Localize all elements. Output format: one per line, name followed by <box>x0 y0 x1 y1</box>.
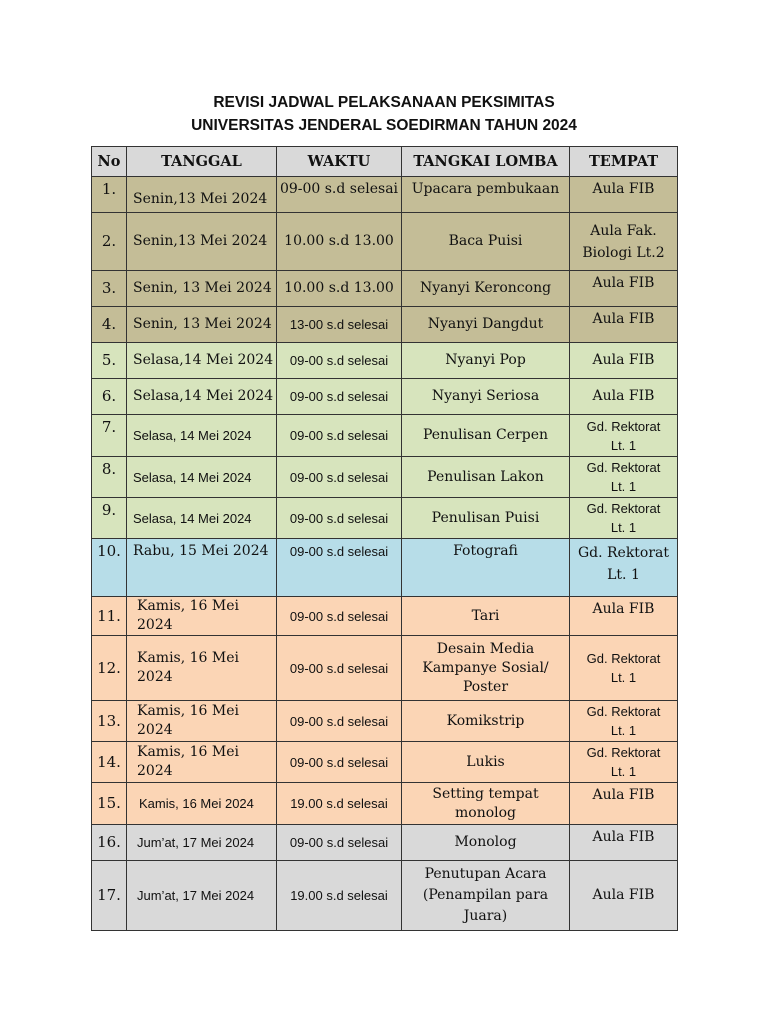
cell-tempat: Gd. Rektorat Lt. 1 <box>570 498 678 539</box>
cell-tempat: Gd. Rektorat Lt. 1 <box>570 636 678 701</box>
cell-tanggal: Kamis, 16 Mei 2024 <box>127 636 277 701</box>
cell-tempat: Aula FIB <box>570 307 678 343</box>
cell-no: 4. <box>92 307 127 343</box>
table-row <box>92 213 678 271</box>
table-row <box>92 271 678 307</box>
cell-lomba: Upacara pembukaan <box>402 177 570 213</box>
table-header-row <box>92 147 678 177</box>
cell-lomba: Nyanyi Pop <box>402 343 570 379</box>
table-row <box>92 783 678 825</box>
cell-tempat: Aula FIB <box>570 783 678 825</box>
column-header-tanggal: TANGGAL <box>127 147 277 177</box>
cell-tanggal: Senin, 13 Mei 2024 <box>127 307 277 343</box>
cell-tempat: Gd. Rektorat Lt. 1 <box>570 539 678 597</box>
cell-tanggal: Jum’at, 17 Mei 2024 <box>127 861 277 931</box>
cell-lomba: Setting tempat monolog <box>402 783 570 825</box>
cell-lomba: Nyanyi Dangdut <box>402 307 570 343</box>
column-header-tempat: TEMPAT <box>570 147 678 177</box>
cell-waktu: 10.00 s.d 13.00 <box>277 271 402 307</box>
table-row <box>92 825 678 861</box>
cell-no: 6. <box>92 379 127 415</box>
table-row <box>92 636 678 701</box>
cell-no: 7. <box>92 415 127 457</box>
cell-waktu: 09-00 s.d selesai <box>277 539 402 597</box>
cell-tanggal: Selasa,14 Mei 2024 <box>127 379 277 415</box>
cell-lomba: Lukis <box>402 742 570 783</box>
cell-no: 8. <box>92 457 127 498</box>
cell-lomba: Baca Puisi <box>402 213 570 271</box>
table-row <box>92 177 678 213</box>
cell-tanggal: Selasa,14 Mei 2024 <box>127 343 277 379</box>
table-row <box>92 498 678 539</box>
cell-tempat: Aula FIB <box>570 825 678 861</box>
cell-tanggal: Jum’at, 17 Mei 2024 <box>127 825 277 861</box>
cell-no: 10. <box>92 539 127 597</box>
cell-lomba: Fotografi <box>402 539 570 597</box>
cell-no: 16. <box>92 825 127 861</box>
table-row <box>92 701 678 742</box>
document-subtitle: UNIVERSITAS JENDERAL SOEDIRMAN TAHUN 2024 <box>191 117 577 134</box>
table-row <box>92 597 678 636</box>
cell-tanggal: Senin,13 Mei 2024 <box>127 177 277 213</box>
cell-waktu: 09-00 s.d selesai <box>277 597 402 636</box>
cell-waktu: 09-00 s.d selesai <box>277 177 402 213</box>
cell-waktu: 09-00 s.d selesai <box>277 701 402 742</box>
cell-no: 3. <box>92 271 127 307</box>
cell-waktu: 09-00 s.d selesai <box>277 742 402 783</box>
cell-lomba: Komikstrip <box>402 701 570 742</box>
table-row <box>92 343 678 379</box>
cell-tanggal: Kamis, 16 Mei 2024 <box>127 597 277 636</box>
cell-no: 11. <box>92 597 127 636</box>
table-row <box>92 379 678 415</box>
cell-tanggal: Senin,13 Mei 2024 <box>127 213 277 271</box>
cell-waktu: 09-00 s.d selesai <box>277 636 402 701</box>
cell-tempat: Aula FIB <box>570 343 678 379</box>
cell-no: 9. <box>92 498 127 539</box>
cell-waktu: 09-00 s.d selesai <box>277 415 402 457</box>
cell-waktu: 09-00 s.d selesai <box>277 379 402 415</box>
cell-tempat: Gd. Rektorat Lt. 1 <box>570 701 678 742</box>
table-row <box>92 307 678 343</box>
cell-waktu: 09-00 s.d selesai <box>277 343 402 379</box>
cell-lomba: Penulisan Lakon <box>402 457 570 498</box>
cell-lomba: Monolog <box>402 825 570 861</box>
cell-lomba: Tari <box>402 597 570 636</box>
column-header-waktu: WAKTU <box>277 147 402 177</box>
cell-lomba: Nyanyi Seriosa <box>402 379 570 415</box>
column-header-no: No <box>92 147 127 177</box>
cell-tempat: Gd. Rektorat Lt. 1 <box>570 742 678 783</box>
cell-no: 13. <box>92 701 127 742</box>
cell-tempat: Gd. Rektorat Lt. 1 <box>570 457 678 498</box>
cell-waktu: 09-00 s.d selesai <box>277 457 402 498</box>
cell-tempat: Aula FIB <box>570 271 678 307</box>
cell-tanggal: Kamis, 16 Mei 2024 <box>127 742 277 783</box>
cell-no: 2. <box>92 213 127 271</box>
cell-no: 15. <box>92 783 127 825</box>
document-title: REVISI JADWAL PELAKSANAAN PEKSIMITAS <box>213 94 555 111</box>
cell-tanggal: Senin, 13 Mei 2024 <box>127 271 277 307</box>
cell-waktu: 19.00 s.d selesai <box>277 861 402 931</box>
cell-tanggal: Kamis, 16 Mei 2024 <box>127 783 277 825</box>
column-header-tangkai-lomba: TANGKAI LOMBA <box>402 147 570 177</box>
cell-lomba: Penulisan Cerpen <box>402 415 570 457</box>
cell-waktu: 19.00 s.d selesai <box>277 783 402 825</box>
cell-no: 14. <box>92 742 127 783</box>
cell-lomba: Nyanyi Keroncong <box>402 271 570 307</box>
cell-lomba: Penulisan Puisi <box>402 498 570 539</box>
table-row <box>92 539 678 597</box>
cell-waktu: 13-00 s.d selesai <box>277 307 402 343</box>
cell-tanggal: Selasa, 14 Mei 2024 <box>127 498 277 539</box>
cell-tempat: Aula FIB <box>570 861 678 931</box>
cell-tempat: Aula FIB <box>570 597 678 636</box>
cell-waktu: 10.00 s.d 13.00 <box>277 213 402 271</box>
cell-tanggal: Selasa, 14 Mei 2024 <box>127 457 277 498</box>
cell-lomba: Penutupan Acara (Penampilan para Juara) <box>402 861 570 931</box>
cell-tempat: Aula Fak. Biologi Lt.2 <box>570 213 678 271</box>
cell-waktu: 09-00 s.d selesai <box>277 825 402 861</box>
cell-no: 5. <box>92 343 127 379</box>
cell-waktu: 09-00 s.d selesai <box>277 498 402 539</box>
cell-tanggal: Rabu, 15 Mei 2024 <box>127 539 277 597</box>
table-row <box>92 861 678 931</box>
table-row <box>92 415 678 457</box>
cell-tempat: Gd. Rektorat Lt. 1 <box>570 415 678 457</box>
cell-lomba: Desain Media Kampanye Sosial/ Poster <box>402 636 570 701</box>
cell-tanggal: Kamis, 16 Mei 2024 <box>127 701 277 742</box>
table-row <box>92 742 678 783</box>
cell-tempat: Aula FIB <box>570 379 678 415</box>
cell-tempat: Aula FIB <box>570 177 678 213</box>
cell-no: 17. <box>92 861 127 931</box>
cell-no: 12. <box>92 636 127 701</box>
cell-no: 1. <box>92 177 127 213</box>
cell-tanggal: Selasa, 14 Mei 2024 <box>127 415 277 457</box>
schedule-table <box>91 146 678 931</box>
table-row <box>92 457 678 498</box>
